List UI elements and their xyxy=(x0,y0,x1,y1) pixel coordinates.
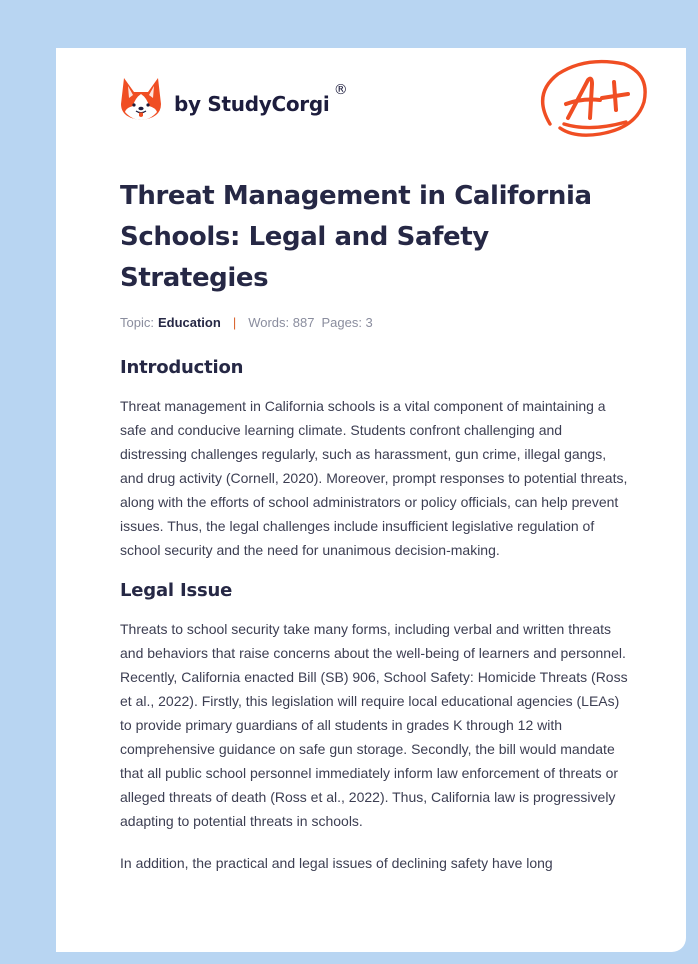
meta-separator: | xyxy=(232,314,237,330)
article-content xyxy=(120,176,630,875)
a-plus-grade-icon xyxy=(538,58,650,140)
article-title: Threat Management in California Schools: Legal and Safety Strategies xyxy=(120,181,592,293)
word-count: Words: 887 xyxy=(248,314,315,330)
document-card xyxy=(56,48,686,952)
article-meta xyxy=(120,313,630,331)
legal-issue-paragraph-2: In addition, the practical and legal issues of declining safety have long xyxy=(120,855,553,871)
section-heading-legal-issue: Legal Issue xyxy=(120,580,233,601)
registered-mark: ® xyxy=(333,82,348,98)
brand-name: by StudyCorgi ® xyxy=(174,82,348,116)
legal-issue-paragraph: Threats to school security take many forms, including verbal and written threats and behaviors that raise concerns about the well-being of learners and personnel. Recently, California enacted Bill (SB) 906, School Safety: Homicide Threats (Ross et al., 2022). Firstly, this legislation will require local educational agencies (LEAs) to provide primary guardians of all students in grades K through 12 with comprehensive guidance on safe gun storage. Secondly, the bill would mandate that all public school personnel immediately inform law enforcement of threats or alleged threats of death (Ross et al., 2022). Thus, California law is progressively adapting to potential threats in schools. xyxy=(120,621,628,829)
topic-label: Topic: xyxy=(120,314,154,330)
introduction-paragraph: Threat management in California schools is a vital component of maintaining a safe and conducive learning climate. Students confront challenging and distressing challenges regularly, such as harassment, gun crime, illegal gangs, and drug activity (Cornell, 2020). Moreover, prompt responses to potential threats, along with the efforts of school administrators or policy officials, can help prevent issues. Thus, the legal challenges include insufficient legislative regulation of school security and the need for unanimous decision-making. xyxy=(120,398,628,558)
section-heading-introduction: Introduction xyxy=(120,357,244,378)
topic-link[interactable]: Education xyxy=(157,314,221,330)
studycorgi-logo[interactable] xyxy=(120,76,348,122)
corgi-logo-icon xyxy=(120,76,162,122)
page-count: Pages: 3 xyxy=(321,314,373,330)
